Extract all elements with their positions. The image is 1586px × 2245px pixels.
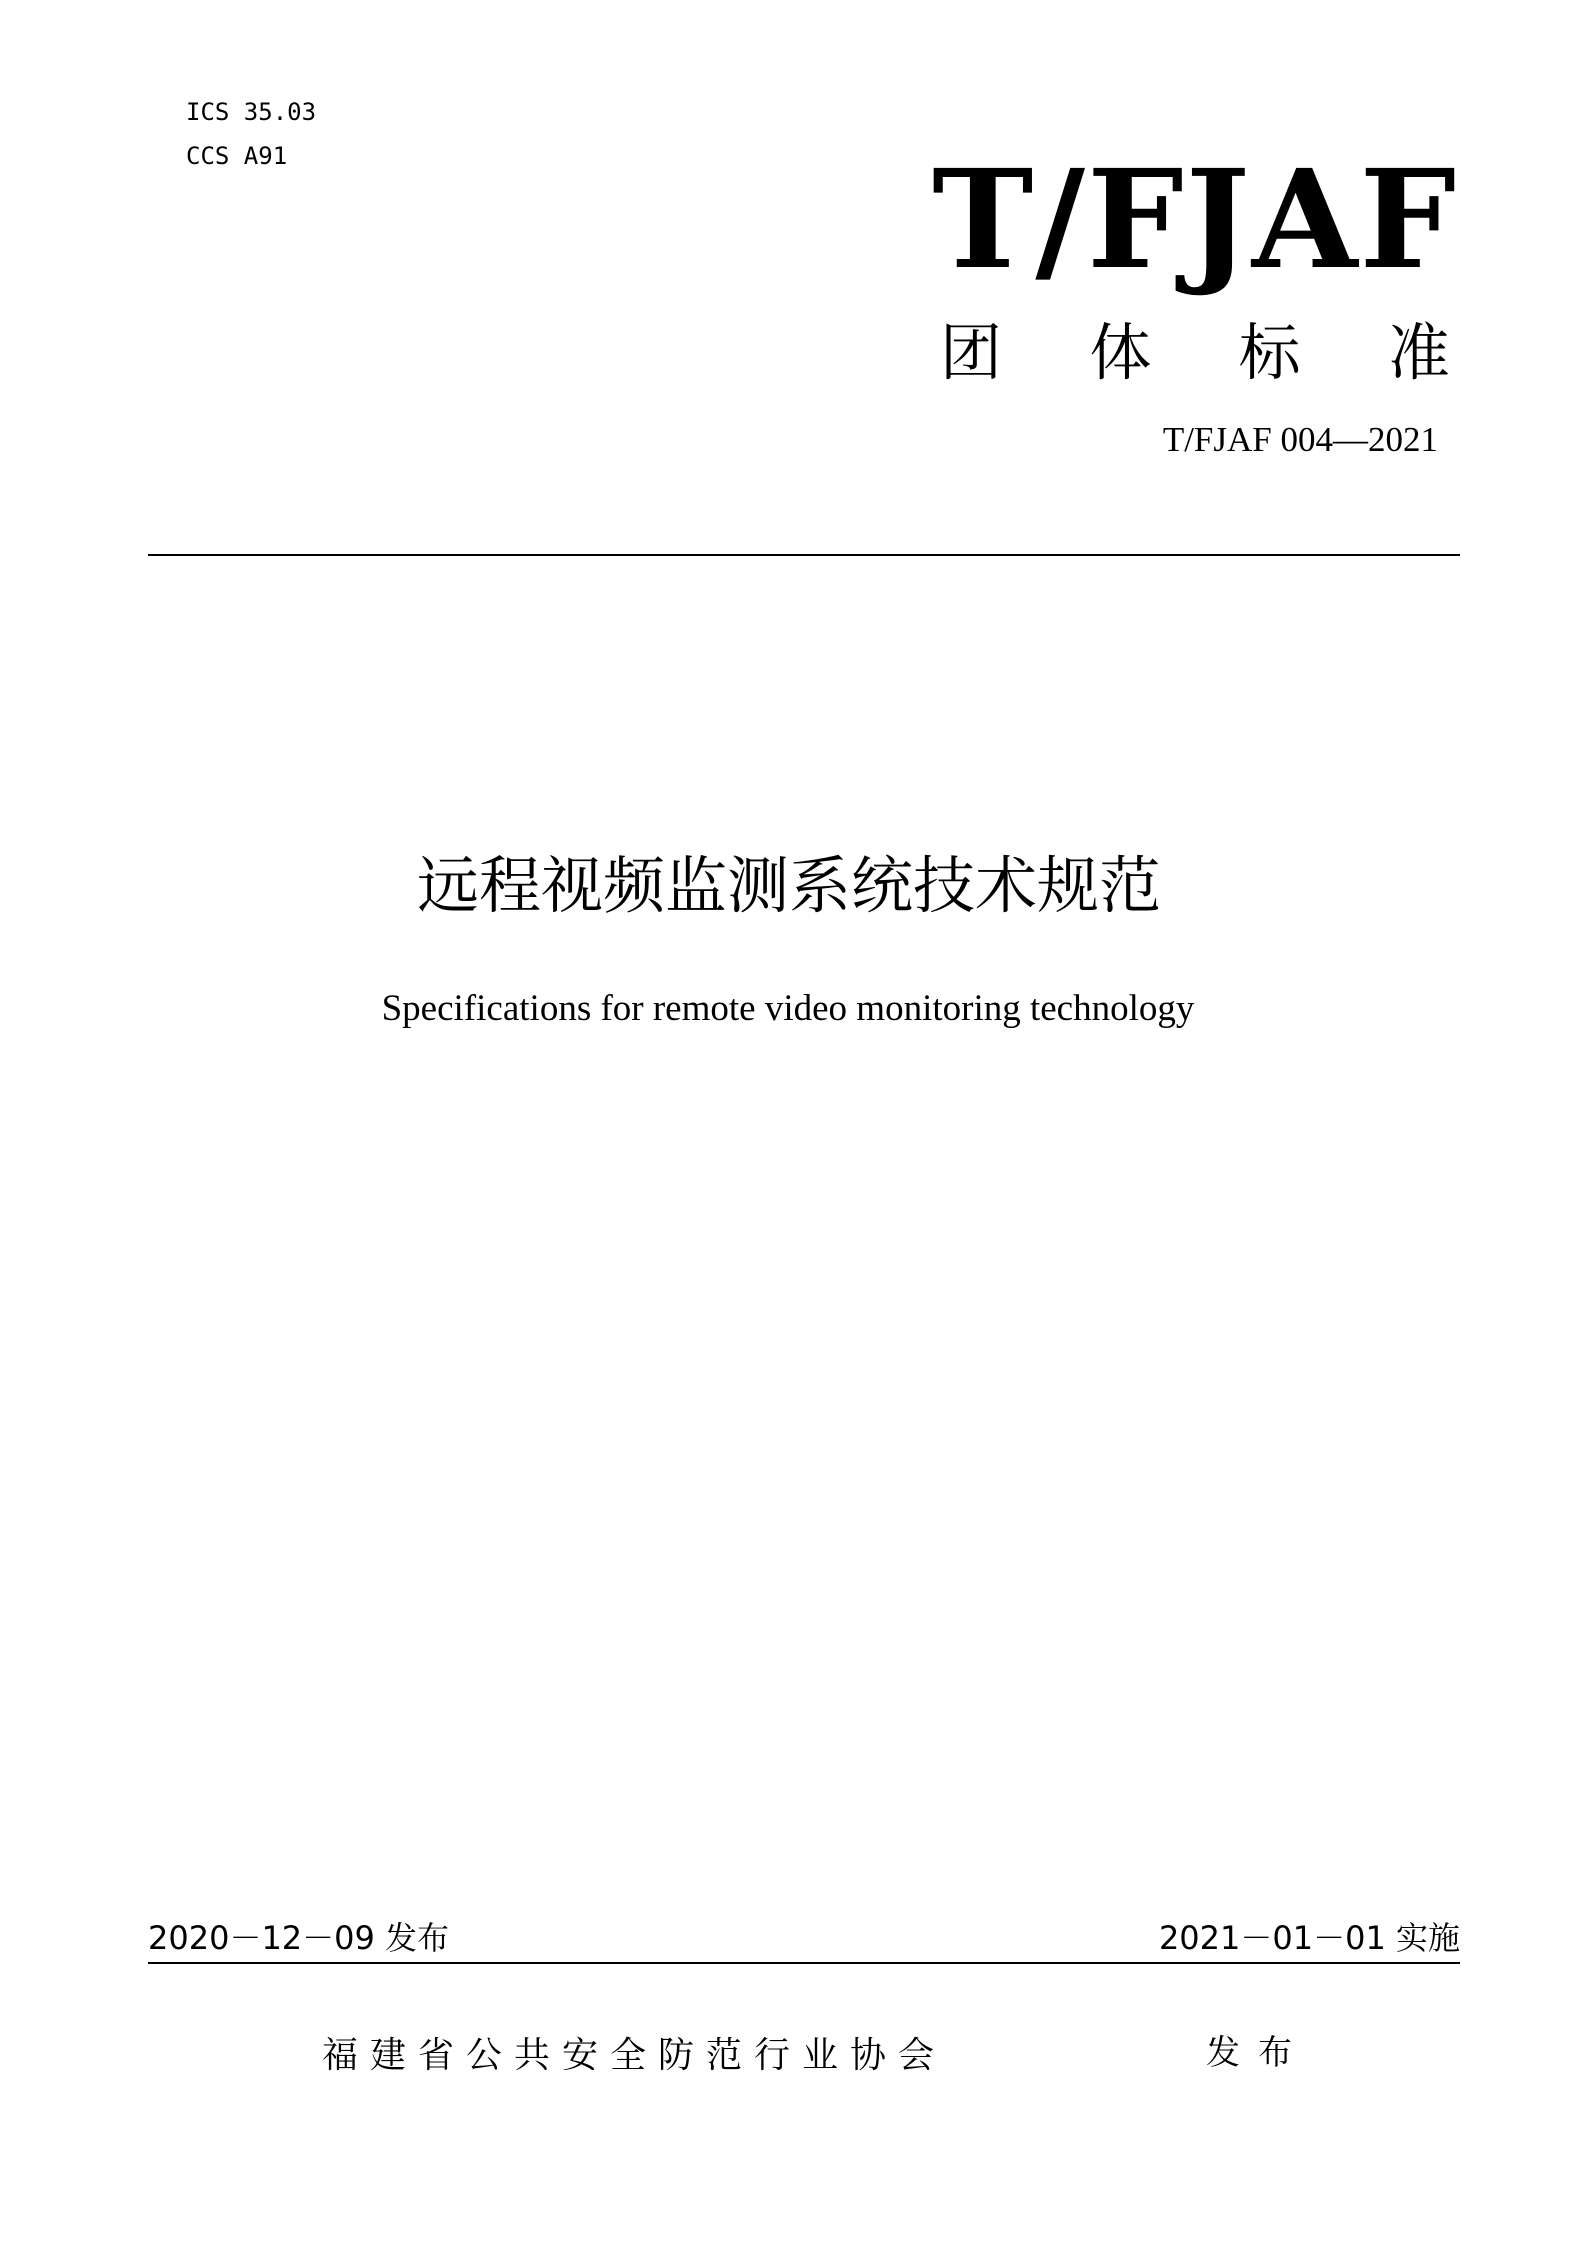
document-type-char: 标 [1238, 316, 1301, 389]
publisher-name: 福建省公共安全防范行业协会 [322, 2035, 947, 2076]
footer-divider [148, 1962, 1460, 1964]
title-chinese: 远程视频监测系统技术规范 [416, 849, 1161, 922]
organization-abbreviation: T/FJAF [932, 140, 1458, 300]
ccs-code: CCS A91 [186, 142, 288, 170]
document-type-char: 体 [1089, 316, 1152, 389]
effective-date: 2021－01－01 实施 [1158, 1919, 1460, 1957]
standard-number: T/FJAF 004—2021 [1162, 420, 1438, 459]
document-type-char: 团 [940, 316, 1003, 389]
publish-date: 2020－12－09 发布 [148, 1919, 450, 1957]
ics-code: ICS 35.03 [186, 98, 317, 126]
header-divider [148, 554, 1460, 556]
document-type [940, 316, 1450, 389]
title-english: Specifications for remote video monitoring technology [381, 988, 1195, 1029]
publish-label: 发布 [1206, 2033, 1310, 2073]
document-type-char: 准 [1387, 316, 1450, 389]
